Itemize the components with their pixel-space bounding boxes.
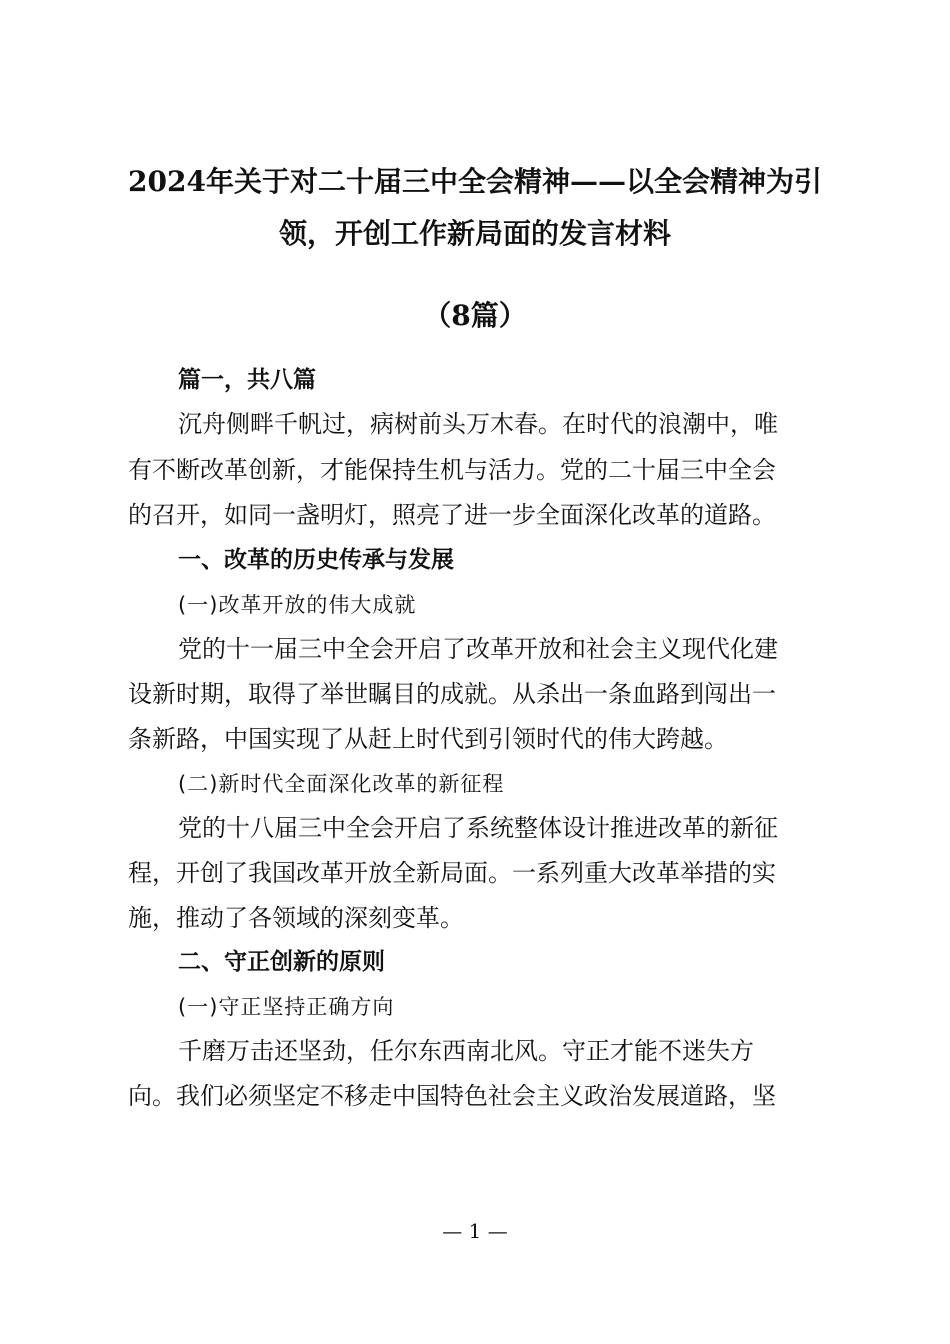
section-heading: 篇一，共八篇 (178, 367, 316, 393)
paragraph-line: 向。我们必须坚定不移走中国特色社会主义政治发展道路，坚 (128, 1082, 776, 1110)
subsection-heading: (一)守正坚持正确方向 (178, 995, 395, 1019)
title-line-1: 2024年关于对二十届三中全会精神——以全会精神为引 (128, 165, 822, 198)
document-title (100, 156, 850, 260)
section-heading: 一、改革的历史传承与发展 (178, 547, 454, 573)
document-subtitle: （8篇） (423, 299, 527, 332)
subsection-heading: (一)改革开放的伟大成就 (178, 593, 417, 617)
page-number: — 1 — (442, 1219, 508, 1243)
subsection-heading: (二)新时代全面深化改革的新征程 (178, 772, 505, 796)
paragraph-line: 设新时期，取得了举世瞩目的成就。从杀出一条血路到闯出一 (128, 680, 776, 708)
paragraph-line: 程，开创了我国改革开放全新局面。一系列重大改革举措的实 (128, 859, 776, 887)
title-line-2: 领，开创工作新局面的发言材料 (278, 217, 671, 250)
section-heading: 二、守正创新的原则 (178, 949, 385, 975)
paragraph-line: 千磨万击还坚劲，任尔东西南北风。守正才能不迷失方 (178, 1037, 754, 1065)
paragraph-line: 党的十八届三中全会开启了系统整体设计推进改革的新征 (178, 814, 778, 842)
paragraph-line: 有不断改革创新，才能保持生机与活力。党的二十届三中全会 (128, 456, 776, 484)
paragraph-line: 条新路，中国实现了从赶上时代到引领时代的伟大跨越。 (128, 725, 728, 753)
paragraph-line: 的召开，如同一盏明灯，照亮了进一步全面深化改革的道路。 (128, 501, 776, 529)
paragraph-line: 沉舟侧畔千帆过，病树前头万木春。在时代的浪潮中，唯 (178, 410, 778, 438)
paragraph-line: 施，推动了各领域的深刻变革。 (128, 904, 464, 932)
paragraph-line: 党的十一届三中全会开启了改革开放和社会主义现代化建 (178, 635, 778, 663)
